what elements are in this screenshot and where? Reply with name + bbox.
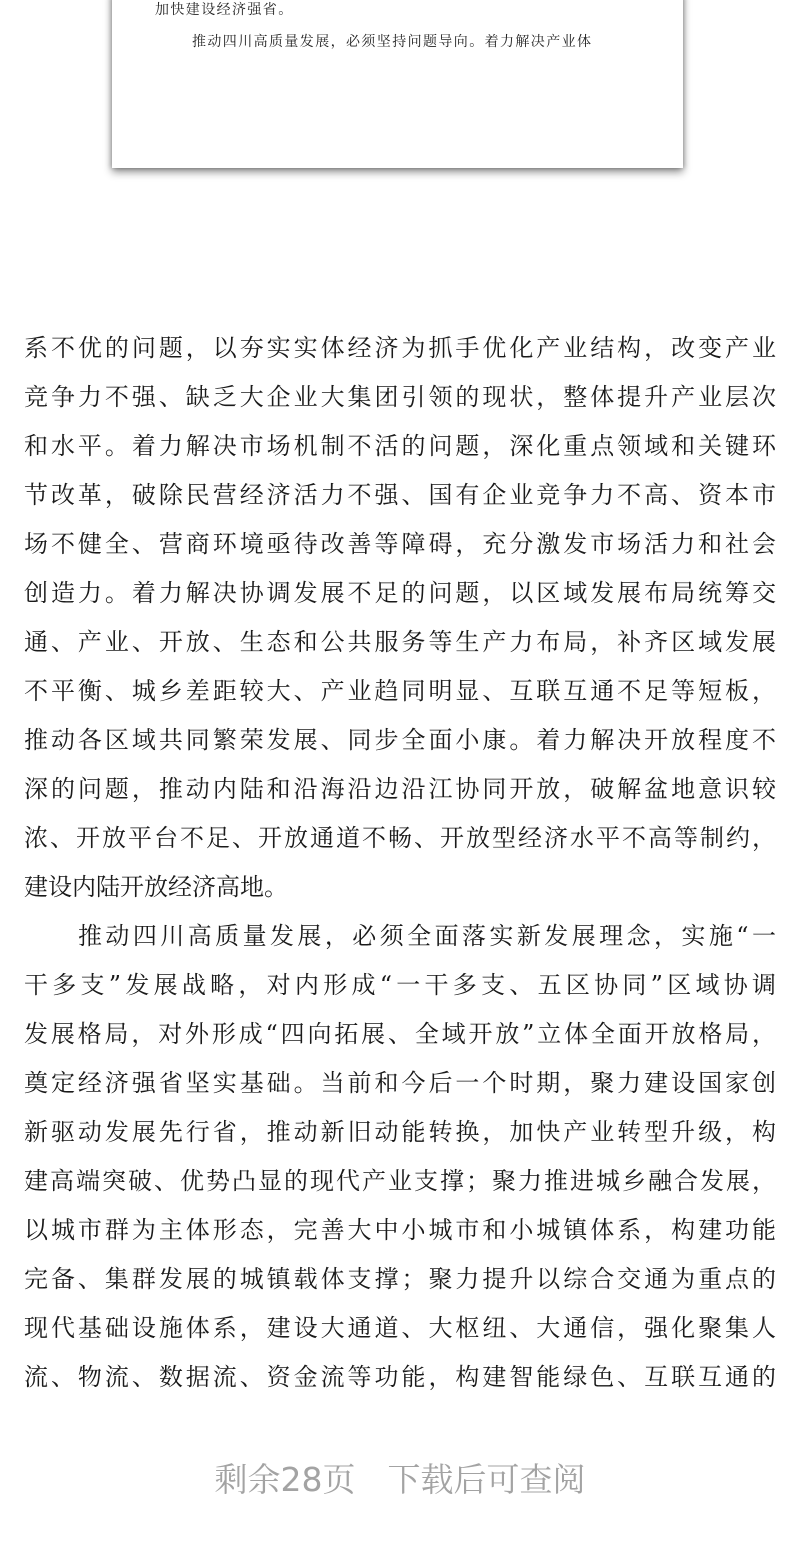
body-line: 流、物流、数据流、资金流等功能，构建智能绿色、互联互通的 bbox=[24, 1363, 776, 1391]
download-hint-label[interactable]: 下载后可查阅 bbox=[387, 1460, 586, 1499]
document-body bbox=[24, 324, 776, 1402]
body-line: 通、产业、开放、生态和公共服务等生产力布局，补齐区域发展 bbox=[24, 628, 776, 656]
body-line: 建设内陆开放经济高地。 bbox=[24, 873, 288, 901]
body-line: 浓、开放平台不足、开放通道不畅、开放型经济水平不高等制约， bbox=[24, 824, 776, 852]
body-line: 完备、集群发展的城镇载体支撑；聚力提升以综合交通为重点的 bbox=[24, 1265, 776, 1293]
body-line: 建高端突破、优势凸显的现代产业支撑；聚力推进城乡融合发展， bbox=[24, 1167, 776, 1195]
body-line: 创造力。着力解决协调发展不足的问题，以区域发展布局统筹交 bbox=[24, 579, 776, 607]
body-line: 和水平。着力解决市场机制不活的问题，深化重点领域和关键环 bbox=[24, 432, 776, 460]
body-line: 深的问题，推动内陆和沿海沿边沿江协同开放，破解盆地意识较 bbox=[24, 775, 776, 803]
body-line-paragraph-start: 推动四川高质量发展，必须全面落实新发展理念，实施“一 bbox=[78, 922, 776, 950]
body-line: 发展格局，对外形成“四向拓展、全域开放”立体全面开放格局， bbox=[24, 1020, 776, 1048]
download-prompt[interactable] bbox=[0, 1454, 800, 1501]
body-line: 推动各区域共同繁荣发展、同步全面小康。着力解决开放程度不 bbox=[24, 726, 776, 754]
body-line: 新驱动发展先行省，推动新旧动能转换，加快产业转型升级，构 bbox=[24, 1118, 776, 1146]
body-line: 场不健全、营商环境亟待改善等障碍，充分激发市场活力和社会 bbox=[24, 530, 776, 558]
card-text-line: 推动四川高质量发展，必须坚持问题导向。着力解决产业体 bbox=[192, 34, 593, 50]
body-line: 不平衡、城乡差距较大、产业趋同明显、互联互通不足等短板， bbox=[24, 677, 776, 705]
body-line: 竞争力不强、缺乏大企业大集团引领的现状，整体提升产业层次 bbox=[24, 383, 776, 411]
body-line: 现代基础设施体系，建设大通道、大枢纽、大通信，强化聚集人 bbox=[24, 1314, 776, 1342]
remaining-pages-label[interactable]: 剩余28页 bbox=[214, 1460, 356, 1499]
body-line: 节改革，破除民营经济活力不强、国有企业竞争力不高、资本市 bbox=[24, 481, 776, 509]
body-line: 系不优的问题，以夯实实体经济为抓手优化产业结构，改变产业 bbox=[24, 334, 776, 362]
body-line: 奠定经济强省坚实基础。当前和今后一个时期，聚力建设国家创 bbox=[24, 1069, 776, 1097]
body-line: 以城市群为主体形态，完善大中小城市和小城镇体系，构建功能 bbox=[24, 1216, 776, 1244]
card-text-line: 加快建设经济强省。 bbox=[155, 2, 294, 18]
preview-page-card bbox=[112, 0, 683, 168]
body-line: 干多支”发展战略，对内形成“一干多支、五区协同”区域协调 bbox=[24, 971, 776, 999]
